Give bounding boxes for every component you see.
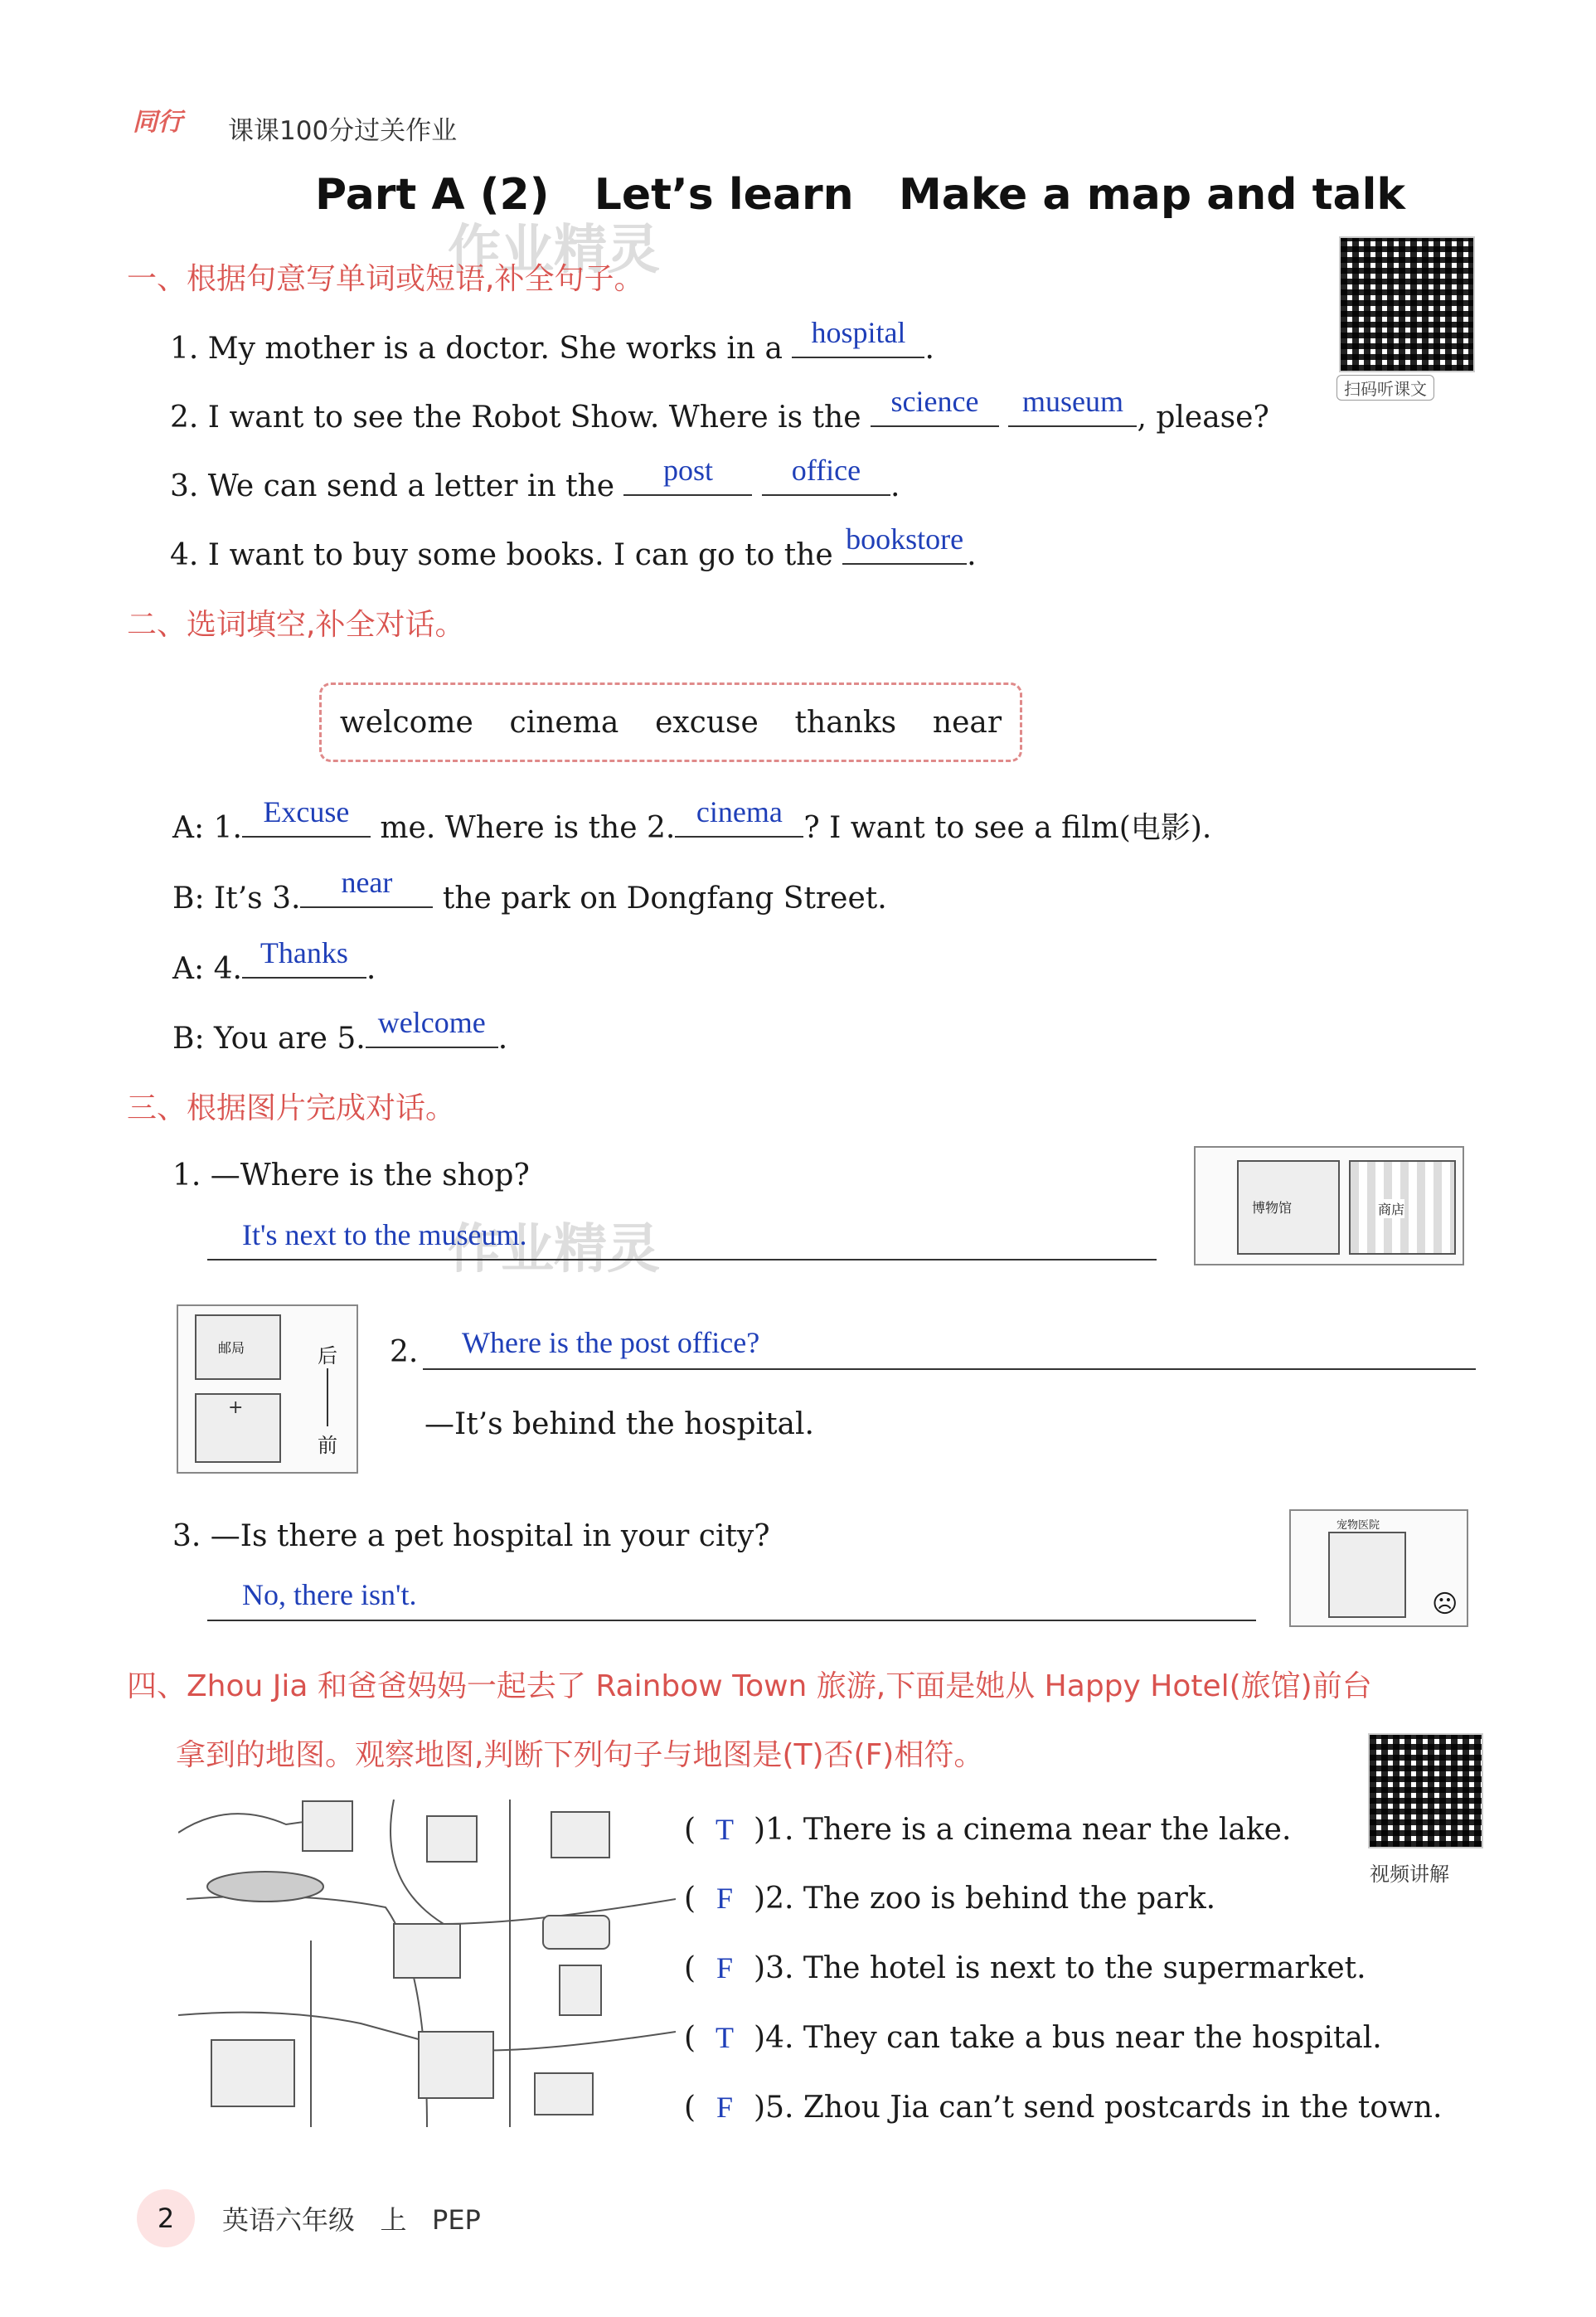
s3-question-1: 1. —Where is the shop?: [172, 1158, 530, 1193]
qr-caption: 视频讲解: [1370, 1863, 1449, 1886]
s3-question-2-number: 2.: [390, 1335, 419, 1369]
s1-item-1: 1. My mother is a doctor. She works in a hospital .: [170, 316, 934, 366]
handwritten-answer: Where is the post office?: [462, 1326, 760, 1359]
page-number: 2: [137, 2189, 195, 2247]
front-label: 前: [318, 1434, 337, 1457]
word-option: near: [932, 705, 1002, 740]
tf-item-2: ( F )2. The zoo is behind the park.: [684, 1882, 1216, 1916]
answer-blank[interactable]: office: [762, 461, 890, 496]
dialogue-line-1: A: 1. Excuse me. Where is the 2. cinema ? I want to see a film(电影).: [172, 795, 1212, 845]
answer-line[interactable]: [207, 1259, 1157, 1261]
museum-shop-picture: [1194, 1146, 1464, 1265]
cross-icon: +: [228, 1397, 244, 1418]
qr-code[interactable]: [1339, 236, 1475, 372]
tf-item-4: ( T )4. They can take a bus near the hospital.: [684, 2021, 1382, 2055]
post-hospital-picture: [177, 1304, 358, 1474]
answer-line[interactable]: [207, 1620, 1256, 1621]
map-drawing: [178, 1800, 676, 2127]
handwritten-answer: No, there isn't.: [242, 1578, 417, 1611]
answer-line[interactable]: [423, 1368, 1476, 1370]
answer-blank[interactable]: near: [300, 873, 433, 908]
answer-blank[interactable]: science: [871, 392, 999, 427]
tf-answer[interactable]: T: [716, 1813, 735, 1846]
brand-logo: 同行: [133, 108, 182, 137]
answer-blank[interactable]: Thanks: [242, 944, 366, 979]
museum-label: 博物馆: [1252, 1200, 1293, 1216]
dialogue-line-4: B: You are 5. welcome .: [172, 1006, 508, 1056]
dialogue-line-2: B: It’s 3. near the park on Dongfang Street.: [172, 866, 887, 916]
s3-question-3: 3. —Is there a pet hospital in your city?: [172, 1519, 770, 1553]
section-4-heading: 四、Zhou Jia 和爸爸妈妈一起去了 Rainbow Town 旅游,下面是她从 Happy Hotel(旅馆)前台: [127, 1669, 1372, 1703]
tf-answer[interactable]: F: [716, 1951, 734, 1984]
word-option: welcome: [339, 705, 473, 740]
pet-label: 宠物医院: [1336, 1519, 1380, 1532]
post-label: 邮局: [218, 1340, 245, 1356]
watermark: 作业精灵: [448, 1219, 660, 1280]
arrow-icon: [327, 1368, 328, 1426]
section-4-heading-cont: 拿到的地图。观察地图,判断下列句子与地图是(T)否(F)相符。: [176, 1738, 984, 1772]
s1-item-2: 2. I want to see the Robot Show. Where is the science museum , please?: [170, 385, 1269, 435]
section-2-heading: 二、选词填空,补全对话。: [127, 608, 465, 642]
watermark: 作业精灵: [448, 220, 660, 281]
footer-text: 英语六年级 上 PEP: [222, 2204, 481, 2236]
answer-blank[interactable]: Excuse: [242, 803, 371, 838]
shop-label: 商店: [1378, 1199, 1404, 1218]
answer-blank[interactable]: cinema: [675, 803, 803, 838]
s3-reply-2: —It’s behind the hospital.: [424, 1407, 814, 1441]
town-map: [178, 1800, 676, 2127]
pet-hospital-icon: [1328, 1532, 1406, 1618]
word-option: cinema: [509, 705, 619, 740]
section-3-heading: 三、根据图片完成对话。: [127, 1091, 456, 1125]
answer-blank[interactable]: welcome: [366, 1013, 498, 1048]
word-option: thanks: [794, 705, 897, 740]
back-label: 后: [318, 1344, 337, 1367]
sad-face-icon: ☹: [1432, 1590, 1458, 1619]
answer-blank[interactable]: post: [623, 461, 752, 496]
qr-caption: 扫码听课文: [1336, 375, 1434, 401]
tf-answer[interactable]: F: [716, 1882, 734, 1915]
s1-item-3: 3. We can send a letter in the post office .: [170, 454, 900, 503]
section-1-heading: 一、根据句意写单词或短语,补全句子。: [127, 262, 644, 296]
word-option: excuse: [655, 705, 759, 740]
answer-blank[interactable]: bookstore: [842, 530, 967, 565]
tf-item-5: ( F )5. Zhou Jia can’t send postcards in the town.: [684, 2091, 1443, 2125]
series-name: 课课100分过关作业: [228, 116, 458, 146]
tf-answer[interactable]: T: [716, 2021, 735, 2054]
tf-item-1: ( T )1. There is a cinema near the lake.: [684, 1813, 1292, 1847]
tf-answer[interactable]: F: [716, 2091, 734, 2124]
qr-code[interactable]: [1368, 1733, 1483, 1848]
word-box: [319, 682, 1022, 762]
handwritten-answer: It's next to the museum.: [242, 1218, 527, 1251]
answer-blank[interactable]: museum: [1008, 392, 1137, 427]
tf-item-3: ( F )3. The hotel is next to the supermarket.: [684, 1951, 1366, 1985]
pet-hospital-picture: [1289, 1509, 1468, 1627]
answer-blank[interactable]: hospital: [792, 323, 924, 358]
page-title: Part A (2) Let’s learn Make a map and talk: [315, 170, 1405, 220]
s1-item-4: 4. I want to buy some books. I can go to the bookstore .: [170, 522, 977, 572]
dialogue-line-3: A: 4. Thanks .: [172, 936, 376, 986]
